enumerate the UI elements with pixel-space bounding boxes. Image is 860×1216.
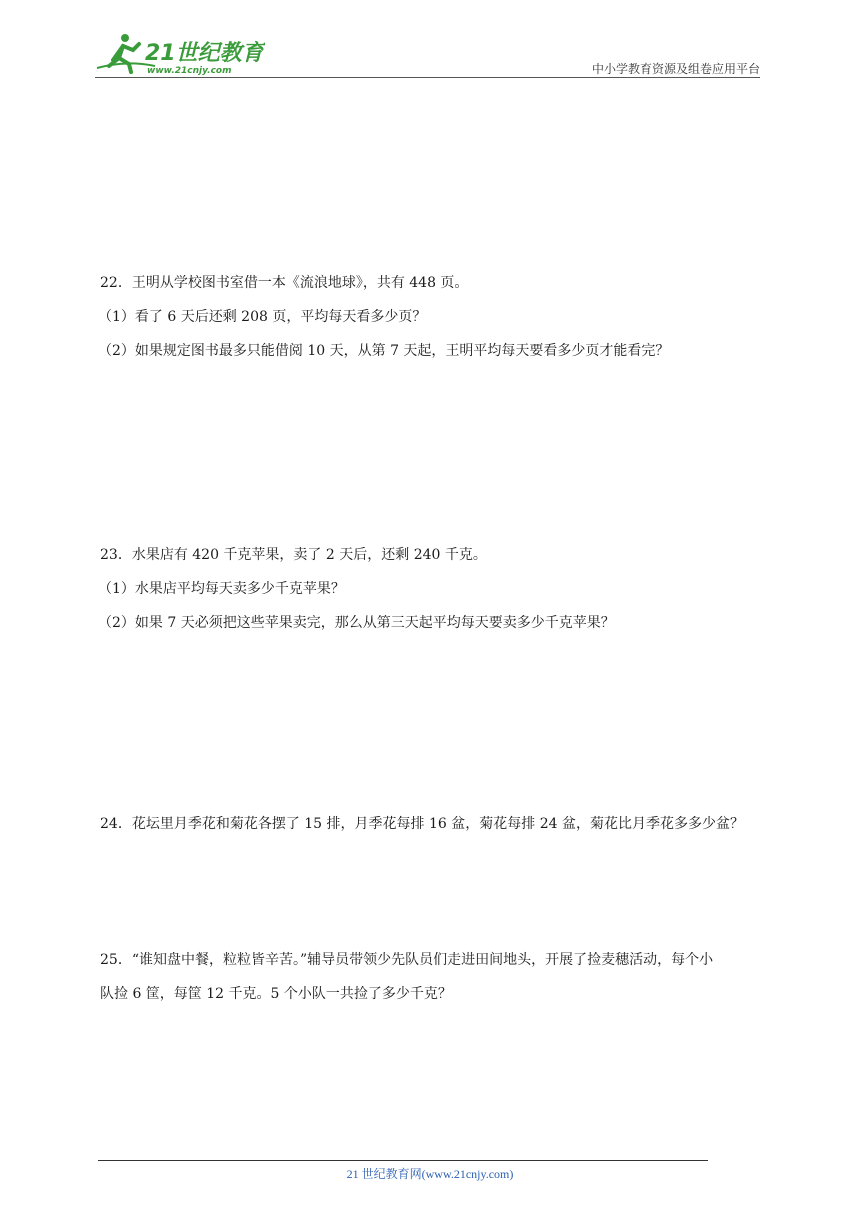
question-23 — [100, 538, 765, 640]
question-25-line-1: 25．“谁知盘中餐，粒粒皆辛苦。”辅导员带领少先队员们走进田间地头，开展了捡麦穗活动，每个小 — [100, 952, 714, 968]
question-23-part-2: （2）如果 7 天必须把这些苹果卖完，那么从第三天起平均每天要卖多少千克苹果？ — [98, 615, 615, 631]
footer-link[interactable]: 21 世纪教育网(www.21cnjy.com) — [346, 1167, 514, 1181]
question-22-part-2: （2）如果规定图书最多只能借阅 10 天，从第 7 天起，王明平均每天要看多少页才能看完？ — [98, 343, 670, 359]
platform-name: 中小学教育资源及组卷应用平台 — [591, 62, 760, 76]
header-divider — [95, 77, 760, 78]
logo-text: 21世纪教育 — [145, 41, 264, 66]
question-24-stem: 24．花坛里月季花和菊花各摆了 15 排，月季花每排 16 盆，菊花每排 24 盆，菊花比月季花多多少盆？ — [100, 816, 744, 832]
question-22-stem: 22．王明从学校图书室借一本《流浪地球》，共有 448 页。 — [100, 275, 469, 291]
site-logo — [95, 30, 265, 76]
question-22 — [100, 266, 765, 368]
question-22-part-1: （1）看了 6 天后还剩 208 页，平均每天看多少页？ — [98, 309, 427, 325]
question-25-line-2: 队捡 6 筐，每筐 12 千克。5 个小队一共捡了多少千克？ — [100, 986, 452, 1002]
logo-url: www.21cnjy.com — [147, 66, 232, 76]
question-25 — [100, 943, 765, 1011]
page-header — [95, 30, 760, 80]
question-23-part-1: （1）水果店平均每天卖多少千克苹果？ — [98, 581, 345, 597]
question-23-stem: 23．水果店有 420 千克苹果，卖了 2 天后，还剩 240 千克。 — [100, 547, 487, 563]
question-24 — [100, 807, 765, 841]
footer-divider — [98, 1160, 708, 1161]
